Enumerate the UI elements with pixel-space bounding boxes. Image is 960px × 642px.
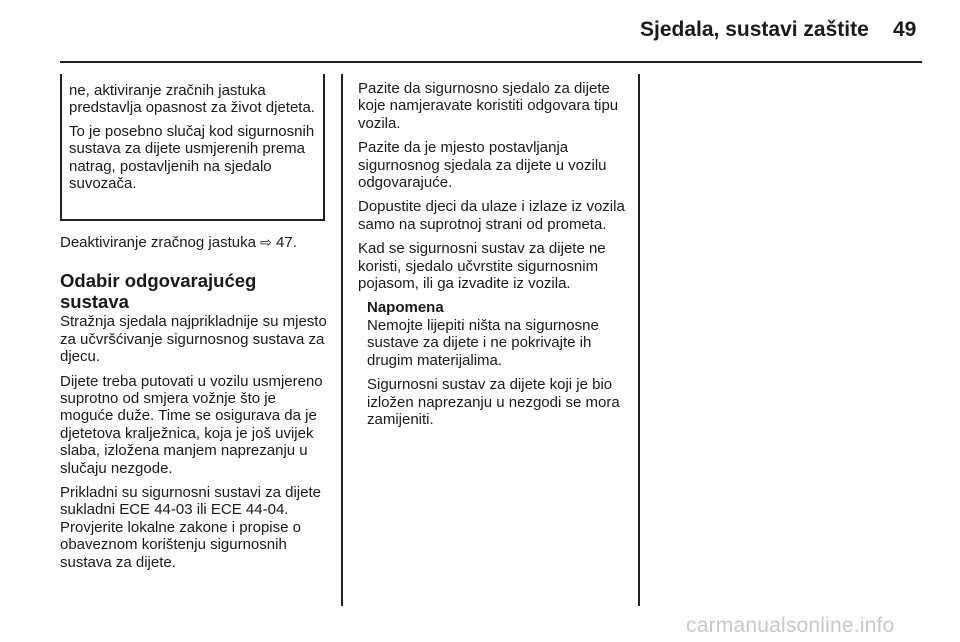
warning-text — [69, 82, 324, 198]
middle-column — [358, 80, 626, 435]
note-block — [358, 299, 626, 428]
note-paragraph: Sigurnosni sustav za dijete koji je bio izložen naprezanju u nezgodi se mora zamijeniti. — [367, 376, 620, 428]
column-divider-right — [638, 74, 640, 606]
body-paragraph: Stražnja sjedala najprikladnije su mjesto za učvršćivanje sigurnosnog sustava za djecu. — [60, 313, 327, 366]
page-title: Sjedala, sustavi zaštite — [640, 18, 869, 41]
deactivation-page-link[interactable]: 47. — [276, 234, 297, 251]
note-paragraph: Nemojte lijepiti ništa na sigurnosne sustave za dijete i ne pokrivajte ih drugim materijalima. — [367, 316, 599, 369]
body-paragraph: Dopustite djeci da ulaze i izlaze iz vozila samo na suprotnoj strani od prometa. — [358, 198, 625, 233]
body-paragraph: Pazite da sigurnosno sjedalo za dijete koje namjeravate koristiti odgovara tipu vozila. — [358, 80, 619, 132]
section-heading: Odabir odgovarajućeg sustava — [60, 270, 257, 313]
note-label: Napomena — [367, 299, 444, 317]
body-paragraph: Kad se sigurnosni sustav za dijete ne koristi, sjedalo učvrstite sigurnosnim pojasom, ili ga izvadite iz vozila. — [358, 240, 606, 293]
column-divider-left — [341, 74, 343, 606]
page-reference-arrow-icon: ⇨ — [260, 234, 272, 250]
body-paragraph: Pazite da je mjesto postavljanja sigurnosnog sjedala za dijete u vozilu odgovarajuće. — [358, 139, 607, 192]
watermark: carmanualsonline.info — [686, 614, 895, 637]
warning-paragraph: ne, aktiviranje zračnih jastuka predstavlja opasnost za život djeteta. — [69, 82, 315, 117]
body-paragraph: Dijete treba putovati u vozilu usmjereno suprotno od smjera vožnje što je moguće duže. Time se osigurava da je djetetova kralježnica, koja je još uvijek slaba, izložena manjem naprezanju u slučaju nezgode. — [60, 372, 323, 477]
left-column — [60, 234, 330, 578]
header-divider — [60, 61, 922, 63]
page-number: 49 — [893, 18, 917, 41]
deactivation-reference — [60, 234, 330, 251]
warning-paragraph: To je posebno slučaj kod sigurnosnih sustava za dijete usmjerenih prema natrag, postavljenih na sjedalo suvozača. — [69, 122, 315, 193]
body-paragraph: Prikladni su sigurnosni sustavi za dijete sukladni ECE 44-03 ili ECE 44-04. Provjerite lokalne zakone i propise o obaveznom korištenju sigurnosnih sustava za dijete. — [60, 484, 321, 571]
deactivation-text: Deaktiviranje zračnog jastuka — [60, 234, 256, 251]
